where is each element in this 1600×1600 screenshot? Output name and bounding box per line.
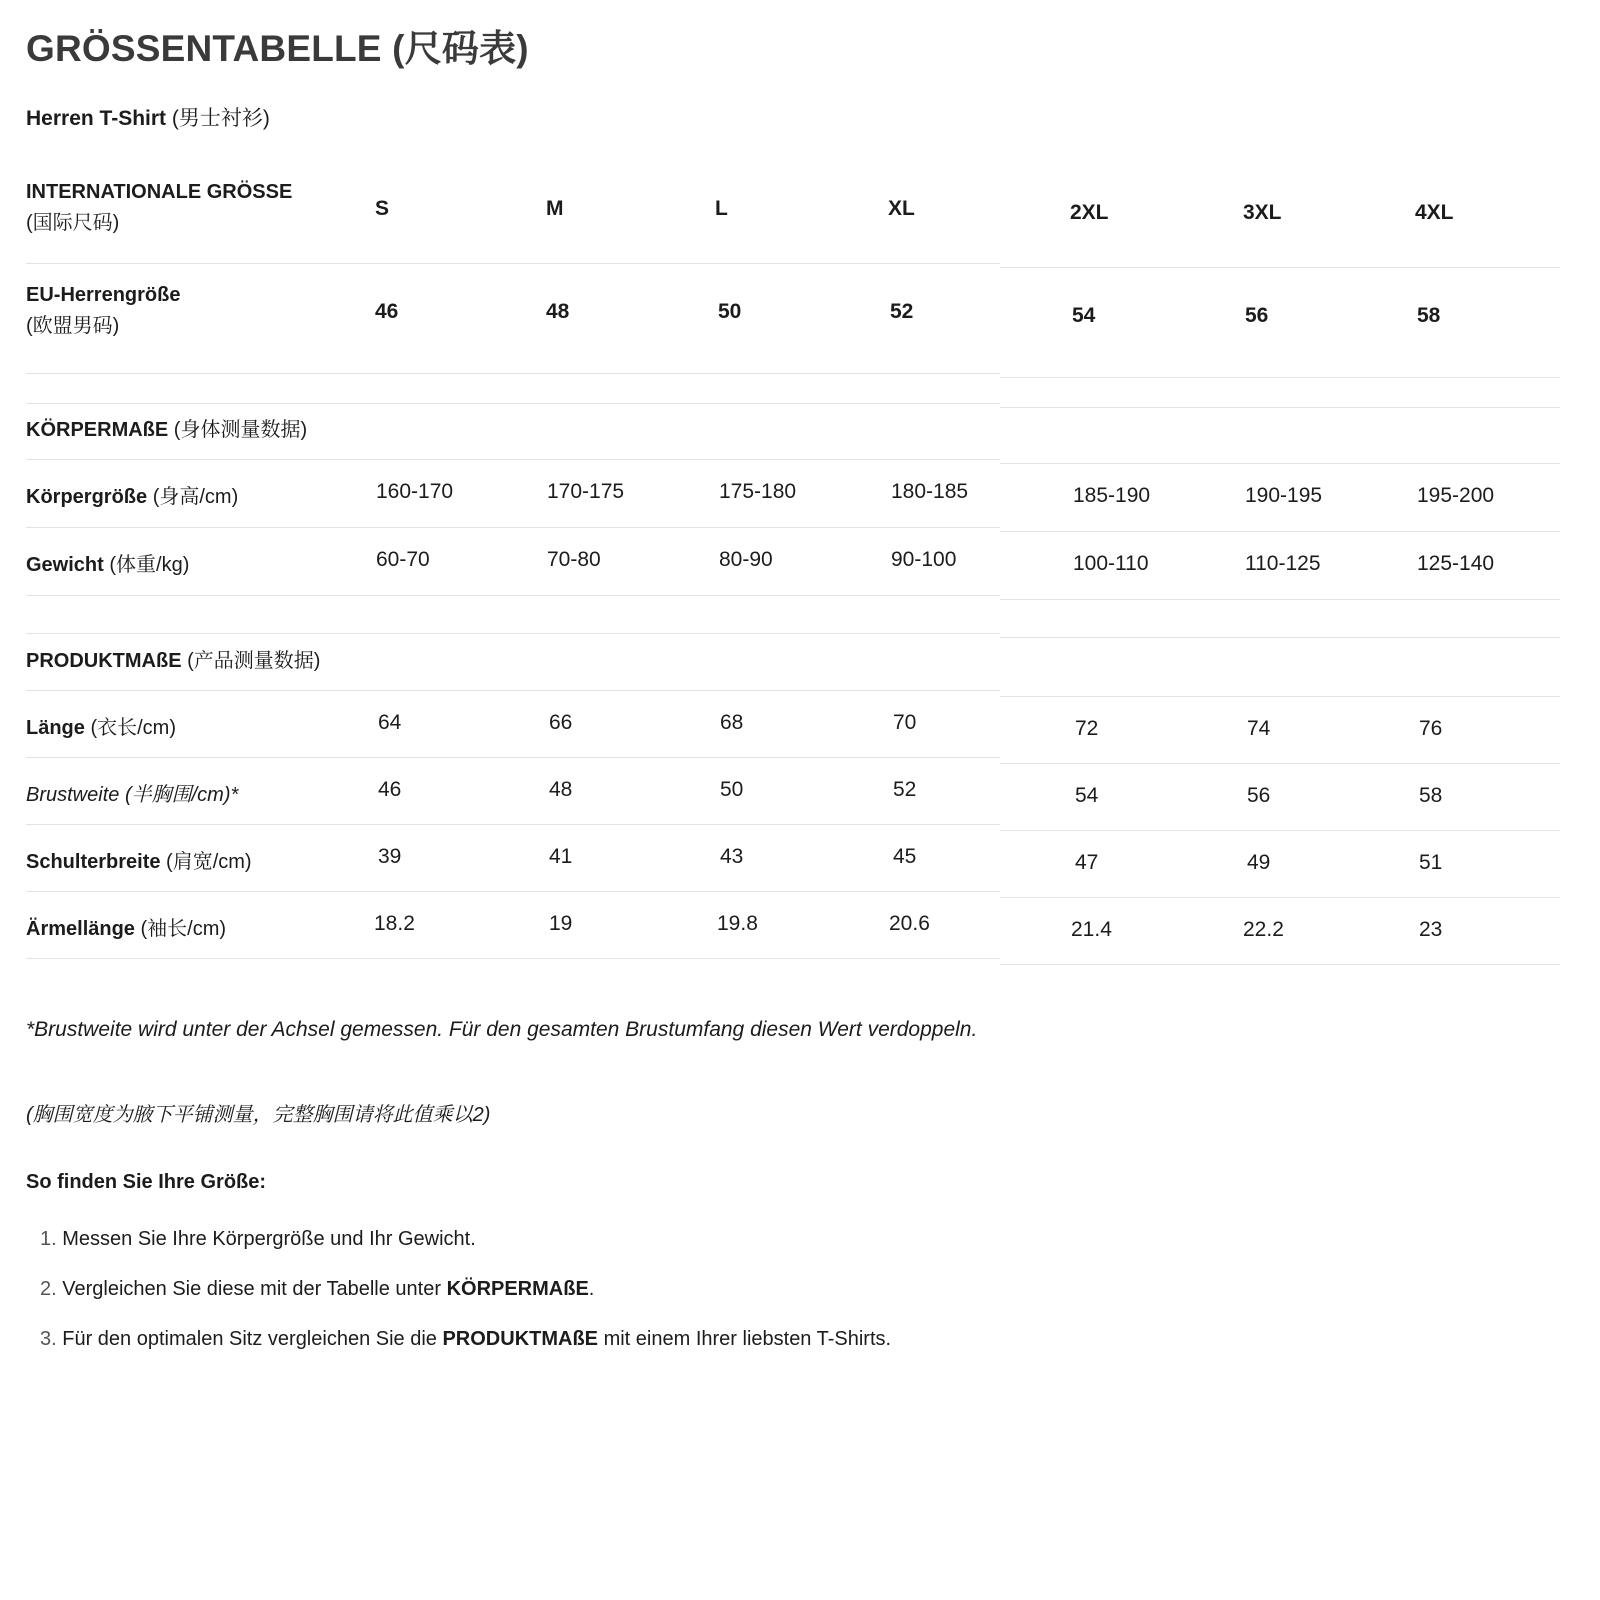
sleeve-length-xl: 20.6 xyxy=(889,912,930,935)
howto-item-3-text-post: mit einem Ihrer liebsten T-Shirts. xyxy=(598,1328,892,1350)
section-header-product-measurements-zh: (产品测量数据) xyxy=(187,650,321,672)
page-title: GRÖSSENTABELLE (尺码表) xyxy=(26,28,529,69)
product-subtitle xyxy=(26,102,270,132)
table-rule xyxy=(26,373,1000,374)
eu-size-m: 48 xyxy=(546,300,570,323)
length-3xl: 74 xyxy=(1247,717,1271,740)
size-header-3xl: 3XL xyxy=(1243,201,1282,224)
footnote-de: *Brustweite wird unter der Achsel gemessen. Für den gesamten Brustumfang diesen Wert verdoppeln. xyxy=(26,1018,978,1041)
height-s: 160-170 xyxy=(376,480,454,503)
weight-s: 60-70 xyxy=(376,548,430,571)
sleeve-length-3xl: 22.2 xyxy=(1243,918,1284,941)
howto-item-3-text-pre: Für den optimalen Sitz vergleichen Sie die xyxy=(62,1328,443,1350)
row-label-weight-de: Gewicht xyxy=(26,554,104,576)
howto-item-2-text-pre: Vergleichen Sie diese mit der Tabelle unter xyxy=(62,1278,447,1300)
howto-item-1-text: Messen Sie Ihre Körpergröße und Ihr Gewicht. xyxy=(62,1228,476,1250)
product-subtitle-zh: (男士衬衫) xyxy=(171,107,270,130)
howto-item-2-number: 2. xyxy=(40,1278,57,1300)
row-label-length xyxy=(26,711,176,740)
row-label-length-zh: (衣长/cm) xyxy=(90,717,177,739)
length-s: 64 xyxy=(378,711,402,734)
table-rule xyxy=(1000,599,1560,600)
howto-item-3 xyxy=(40,1328,891,1351)
size-header-2xl: 2XL xyxy=(1070,201,1109,224)
height-m: 170-175 xyxy=(547,480,625,503)
row-label-weight-zh: (体重/kg) xyxy=(109,554,190,576)
shoulder-width-3xl: 49 xyxy=(1247,851,1271,874)
table-rule xyxy=(1000,763,1560,764)
chest-width-4xl: 58 xyxy=(1419,784,1443,807)
table-rule xyxy=(1000,897,1560,898)
row-label-international-size-zh: (国际尺码) xyxy=(26,212,120,234)
eu-size-l: 50 xyxy=(718,300,742,323)
weight-3xl: 110-125 xyxy=(1245,552,1321,575)
length-4xl: 76 xyxy=(1419,717,1443,740)
section-header-product-measurements-de: PRODUKTMAßE xyxy=(26,650,182,672)
eu-size-2xl: 54 xyxy=(1072,304,1096,327)
howto-item-3-emphasis: PRODUKTMAßE xyxy=(442,1328,599,1350)
weight-4xl: 125-140 xyxy=(1417,552,1495,575)
howto-item-2-text-post: . xyxy=(588,1278,595,1300)
height-4xl: 195-200 xyxy=(1417,484,1495,507)
size-header-xl: XL xyxy=(888,197,915,220)
shoulder-width-4xl: 51 xyxy=(1419,851,1443,874)
eu-size-4xl: 58 xyxy=(1417,304,1441,327)
row-label-international-size-de: INTERNATIONALE GRÖSSE xyxy=(26,181,293,203)
eu-size-s: 46 xyxy=(375,300,399,323)
table-rule xyxy=(26,459,1000,460)
table-rule xyxy=(1000,830,1560,831)
length-2xl: 72 xyxy=(1075,717,1099,740)
chest-width-xl: 52 xyxy=(893,778,917,801)
length-xl: 70 xyxy=(893,711,917,734)
table-rule xyxy=(1000,267,1560,268)
howto-item-2-emphasis: KÖRPERMAßE xyxy=(446,1278,589,1300)
row-label-eu-size-zh: (欧盟男码) xyxy=(26,315,120,337)
chest-width-3xl: 56 xyxy=(1247,784,1271,807)
sleeve-length-m: 19 xyxy=(549,912,573,935)
eu-size-3xl: 56 xyxy=(1245,304,1269,327)
section-header-body-measurements-zh: (身体测量数据) xyxy=(173,419,308,441)
chest-width-l: 50 xyxy=(720,778,744,801)
row-label-chest-width xyxy=(26,778,238,807)
height-xl: 180-185 xyxy=(891,480,969,503)
row-label-length-de: Länge xyxy=(26,717,85,739)
table-rule xyxy=(26,958,1000,959)
shoulder-width-2xl: 47 xyxy=(1075,851,1099,874)
row-label-sleeve-length-de: Ärmellänge xyxy=(26,918,135,940)
length-l: 68 xyxy=(720,711,744,734)
table-rule xyxy=(26,690,1000,691)
shoulder-width-s: 39 xyxy=(378,845,402,868)
footnote-zh: (胸围宽度为腋下平铺测量，完整胸围请将此值乘以2) xyxy=(26,1104,491,1126)
table-rule xyxy=(26,891,1000,892)
height-2xl: 185-190 xyxy=(1073,484,1151,507)
chest-width-s: 46 xyxy=(378,778,402,801)
size-header-m: M xyxy=(546,197,564,220)
howto-title: So finden Sie Ihre Größe: xyxy=(26,1171,267,1193)
height-3xl: 190-195 xyxy=(1245,484,1323,507)
row-label-international-size xyxy=(26,177,292,239)
table-rule xyxy=(1000,696,1560,697)
chest-width-m: 48 xyxy=(549,778,573,801)
weight-xl: 90-100 xyxy=(891,548,957,571)
row-label-sleeve-length-zh: (袖长/cm) xyxy=(140,918,227,940)
table-rule xyxy=(1000,407,1560,408)
howto-item-2 xyxy=(40,1278,594,1301)
row-label-shoulder-width xyxy=(26,845,252,874)
section-header-product-measurements xyxy=(26,644,320,673)
row-label-weight xyxy=(26,548,189,577)
row-label-eu-size xyxy=(26,280,180,342)
weight-2xl: 100-110 xyxy=(1073,552,1149,575)
sleeve-length-l: 19.8 xyxy=(717,912,758,935)
shoulder-width-l: 43 xyxy=(720,845,744,868)
table-rule xyxy=(26,633,1000,634)
eu-size-xl: 52 xyxy=(890,300,914,323)
section-header-body-measurements-de: KÖRPERMAßE xyxy=(26,419,169,441)
size-header-l: L xyxy=(715,197,728,220)
table-rule xyxy=(1000,964,1560,965)
row-label-eu-size-de: EU-Herrengröße xyxy=(26,284,181,306)
table-rule xyxy=(26,527,1000,528)
section-header-body-measurements xyxy=(26,413,307,442)
row-label-shoulder-width-zh: (肩宽/cm) xyxy=(166,851,252,873)
row-label-height-zh: (身高/cm) xyxy=(152,486,239,508)
sleeve-length-s: 18.2 xyxy=(374,912,415,935)
row-label-shoulder-width-de: Schulterbreite xyxy=(26,851,161,873)
table-rule xyxy=(1000,377,1560,378)
row-label-sleeve-length xyxy=(26,912,226,941)
length-m: 66 xyxy=(549,711,573,734)
chest-width-2xl: 54 xyxy=(1075,784,1099,807)
table-rule xyxy=(1000,463,1560,464)
row-label-chest-width-de: Brustweite xyxy=(26,784,120,806)
shoulder-width-m: 41 xyxy=(549,845,573,868)
row-label-height-de: Körpergröße xyxy=(26,486,148,508)
table-rule xyxy=(26,403,1000,404)
table-rule xyxy=(1000,637,1560,638)
sleeve-length-4xl: 23 xyxy=(1419,918,1443,941)
weight-m: 70-80 xyxy=(547,548,601,571)
row-label-chest-width-zh: (半胸围/cm)* xyxy=(124,784,239,806)
weight-l: 80-90 xyxy=(719,548,773,571)
howto-item-3-number: 3. xyxy=(40,1328,57,1350)
product-subtitle-de: Herren T-Shirt xyxy=(26,107,167,130)
table-rule xyxy=(26,263,1000,264)
sleeve-length-2xl: 21.4 xyxy=(1071,918,1112,941)
size-header-s: S xyxy=(375,197,390,220)
row-label-height xyxy=(26,480,238,509)
howto-item-1-number: 1. xyxy=(40,1228,57,1250)
table-rule xyxy=(26,757,1000,758)
table-rule xyxy=(1000,531,1560,532)
height-l: 175-180 xyxy=(719,480,797,503)
shoulder-width-xl: 45 xyxy=(893,845,917,868)
table-rule xyxy=(26,824,1000,825)
howto-item-1 xyxy=(40,1228,476,1251)
table-rule xyxy=(26,595,1000,596)
size-header-4xl: 4XL xyxy=(1415,201,1454,224)
